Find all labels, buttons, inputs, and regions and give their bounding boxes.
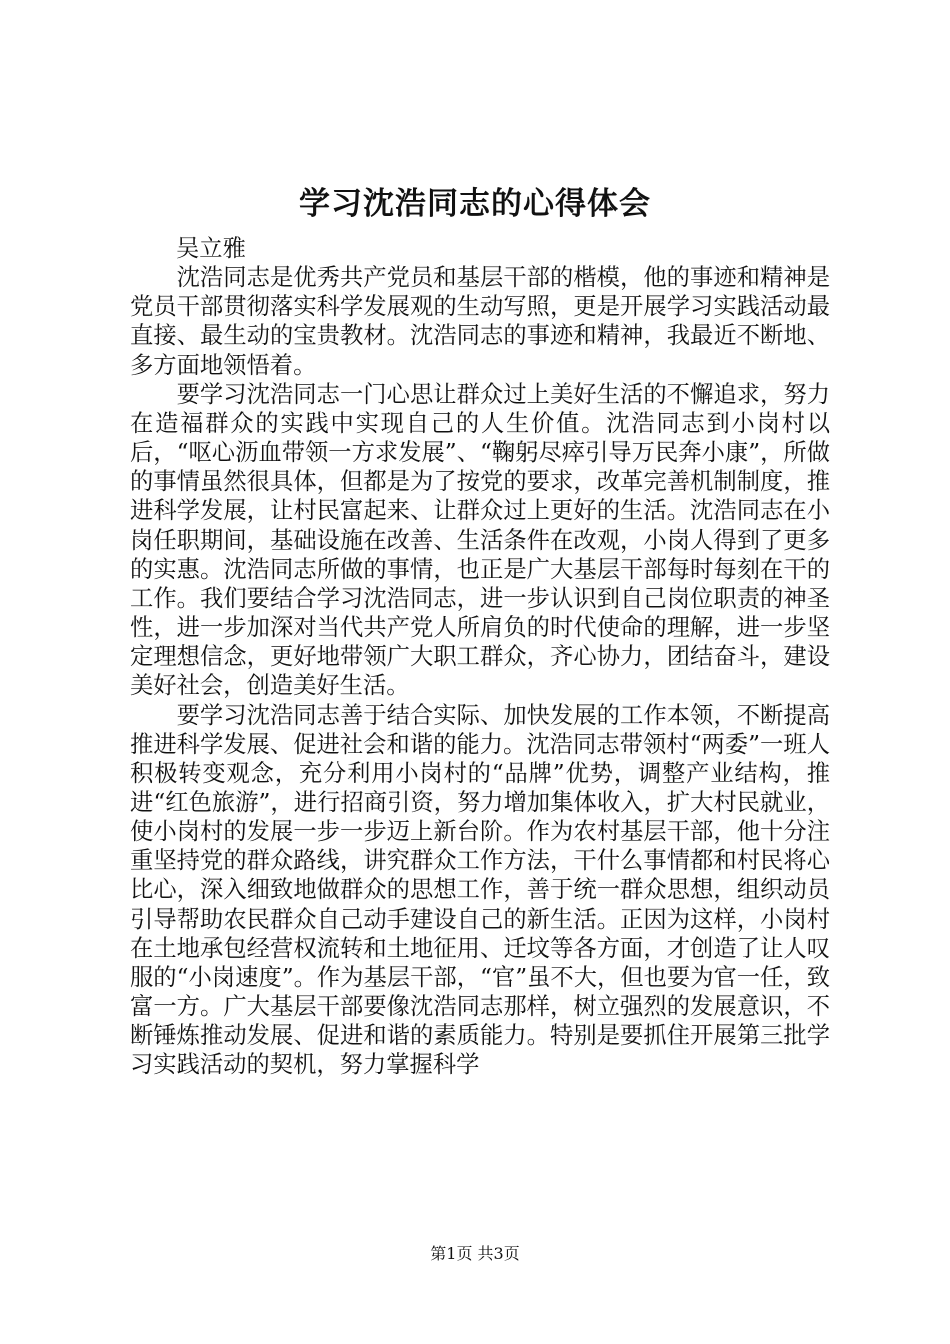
body-paragraph-1: 沈浩同志是优秀共产党员和基层干部的楷模，他的事迹和精神是党员干部贯彻落实科学发展观的生动写照，更是开展学习实践活动最直接、最生动的宝贵教材。沈浩同志的事迹和精神，我最近不断地、多方面地领悟着。 xyxy=(130,264,830,379)
body-paragraph-3: 要学习沈浩同志善于结合实际、加快发展的工作本领，不断提高推进科学发展、促进社会和谐的能力。沈浩同志带领村“两委”一班人积极转变观念，充分利用小岗村的“品牌”优势，调整产业结构，推进“红色旅游”，进行招商引资，努力增加集体收入，扩大村民就业，使小岗村的发展一步一步迈上新台阶。作为农村基层干部，他十分注重坚持党的群众路线，讲究群众工作方法，干什么事情都和村民将心比心，深入细致地做群众的思想工作，善于统一群众思想，组织动员引导帮助农民群众自己动手建设自己的新生活。正因为这样，小岗村在土地承包经营权流转和土地征用、迁坟等各方面，才创造了让人叹服的“小岗速度”。作为基层干部，“官”虽不大，但也要为官一任，致富一方。广大基层干部要像沈浩同志那样，树立强烈的发展意识，不断锤炼推动发展、促进和谐的素质能力。特别是要抓住开展第三批学习实践活动的契机，努力掌握科学 xyxy=(130,701,830,1079)
body-paragraph-2: 要学习沈浩同志一门心思让群众过上美好生活的不懈追求，努力在造福群众的实践中实现自己的人生价值。沈浩同志到小岗村以后，“呕心沥血带领一方求发展”、“鞠躬尽瘁引导万民奔小康”，所做的事情虽然很具体，但都是为了按党的要求，改革完善机制制度，推进科学发展，让村民富起来、让群众过上更好的生活。沈浩同志在小岗任职期间，基础设施在改善、生活条件在改观，小岗人得到了更多的实惠。沈浩同志所做的事情，也正是广大基层干部每时每刻在干的工作。我们要结合学习沈浩同志，进一步认识到自己岗位职责的神圣性，进一步加深对当代共产党人所肩负的时代使命的理解，进一步坚定理想信念，更好地带领广大职工群众，齐心协力，团结奋斗，建设美好社会，创造美好生活。 xyxy=(130,380,830,700)
author-name: 吴立雅 xyxy=(176,235,246,262)
page-footer: 第1页 共3页 xyxy=(430,1244,520,1263)
document-title: 学习沈浩同志的心得体会 xyxy=(299,186,651,222)
document-body xyxy=(130,234,830,1080)
